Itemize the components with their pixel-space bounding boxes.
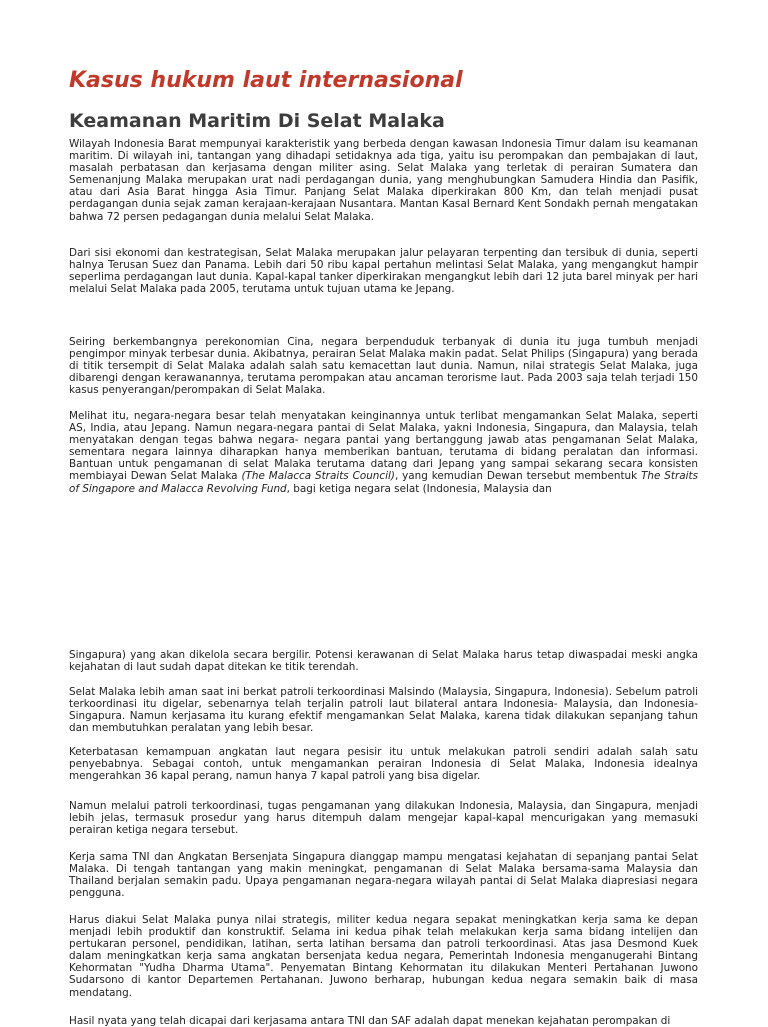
paragraph-2: Dari sisi ekonomi dan kestrategisan, Selat Malaka merupakan jalur pelayaran terpenting dan tersibuk di dunia, seperti halnya Terusan Suez dan Panama. Lebih dari 50 ribu kapal pertahun melintasi Selat Malaka, yang mengangkut hampir seperlima perdagangan laut dunia. Kapal-kapal tanker diperkirakan mengangkut lebih dari 12 juta barel minyak per hari melalui Selat Malaka pada 2005, terutama untuk tujuan utama ke Jepang. <box>69 247 698 296</box>
paragraph-4-text-1: Melihat itu, negara-negara besar telah menyatakan keinginannya untuk terlibat mengamankan Selat Malaka, seperti AS, India, atau Jepang. Namun negara-negara pantai di Selat Malaka, yakni Indonesia, Singapura, dan Malaysia, telah menyatakan dengan tegas bahwa negara- negara pantai yang bertanggung jawab atas pengamanan Selat Malaka, sementara negara lainnya diharapkan hanya memberikan bantuan, terutama di bidang peralatan dan informasi. Bantuan untuk pengamanan di selat Malaka terutama datang dari Jepang yang sampai sekarang secara konsisten membiayai Dewan Selat Malaka <box>69 410 698 483</box>
paragraph-4 <box>69 410 698 495</box>
paragraph-9: Kerja sama TNI dan Angkatan Bersenjata Singapura dianggap mampu mengatasi kejahatan di sepanjang pantai Selat Malaka. Di tengah tantangan yang makin meningkat, pengamanan di Selat Malaka bersama-sama Malaysia dan Thailand berjalan semakin padu. Upaya pengamanan negara-negara wilayah pantai di Selat Malaka diapresiasi negara pengguna. <box>69 851 698 900</box>
paragraph-7: Keterbatasan kemampuan angkatan laut negara pesisir itu untuk melakukan patroli sendiri adalah salah satu penyebabnya. Sebagai contoh, untuk mengamankan perairan Indonesia di Selat Malaka, Indonesia idealnya mengerahkan 36 kapal perang, namun hanya 7 kapal patroli yang bisa digelar. <box>69 746 698 783</box>
paragraph-5: Singapura) yang akan dikelola secara bergilir. Potensi kerawanan di Selat Malaka harus tetap diwaspadai meski angka kejahatan di laut sudah dapat ditekan ke titik terendah. <box>69 649 698 674</box>
paragraph-6: Selat Malaka lebih aman saat ini berkat patroli terkoordinasi Malsindo (Malaysia, Singapura, Indonesia). Sebelum patroli terkoordinasi itu digelar, sebenarnya telah terjalin patroli laut bilateral antara Indonesia- Malaysia, dan Indonesia- Singapura. Namun kerjasama itu kurang efektif mengamankan Selat Malaka, karena tidak dilakukan sepanjang tahun dan membutuhkan peralatan yang lebih besar. <box>69 686 698 735</box>
paragraph-3: Seiring berkembangnya perekonomian Cina, negara berpenduduk terbanyak di dunia itu juga tumbuh menjadi pengimpor minyak terbesar dunia. Akibatnya, perairan Selat Malaka makin padat. Selat Philips (Singapura) yang berada di titik tersempit di Selat Malaka adalah salah satu kemacettan laut dunia. Namun, nilai strategis Selat Malaka, juga dibarengi dengan kerawanannya, terutama perompakan atau ancaman terorisme laut. Pada 2003 saja telah terjadi 150 kasus penyerangan/perompakan di Selat Malaka. <box>69 336 698 397</box>
document-title: Kasus hukum laut internasional <box>69 68 463 93</box>
paragraph-8: Namun melalui patroli terkoordinasi, tugas pengamanan yang dilakukan Indonesia, Malaysia, dan Singapura, menjadi lebih jelas, termasuk prosedur yang harus ditempuh dalam mengejar kapal-kapal mencurigakan yang memasuki perairan ketiga negara tersebut. <box>69 800 698 837</box>
paragraph-4-text-2: , yang kemudian Dewan tersebut membentuk <box>394 470 638 483</box>
paragraph-4-italic-1: (The Malacca Straits Council) <box>241 470 395 483</box>
paragraph-1: Wilayah Indonesia Barat mempunyai karakteristik yang berbeda dengan kawasan Indonesia Timur dalam isu keamanan maritim. Di wilayah ini, tantangan yang dihadapi setidaknya ada tiga, yaitu isu perompakan dan pembajakan di laut, masalah perbatasan dan kerjasama dengan militer asing. Selat Malaka yang terletak di perairan Sumatera dan Semenanjung Malaka merupakan urat nadi perdagangan dunia, yang menghubungkan Samudera Hindia dan Pasifik, atau dari Asia Barat hingga Asia Timur. Panjang Selat Malaka diperkirakan 800 Km, dan telah menjadi pusat perdagangan dunia sejak zaman kerajaan-kerajaan Nusantara. Mantan Kasal Bernard Kent Sondakh pernah mengatakan bahwa 72 persen pedagangan dunia melalui Selat Malaka. <box>69 138 698 223</box>
paragraph-10: Harus diakui Selat Malaka punya nilai strategis, militer kedua negara sepakat meningkatkan kerja sama ke depan menjadi lebih produktif dan konstruktif. Selama ini kedua pihak telah melakukan kerja sama bidang intelijen dan pertukaran personel, pendidikan, latihan, serta latihan bersama dan patroli terkoordinasi. Atas jasa Desmond Kuek dalam meningkatkan kerja sama angkatan bersenjata kedua negara, Pemerintah Indonesia menganugerahi Bintang Kehormatan "Yudha Dharma Utama". Penyematan Bintang Kehormatan itu dilakukan Menteri Pertahanan Juwono Sudarsono di kantor Departemen Pertahanan. Juwono berharap, hubungan kedua negara semakin baik di masa mendatang. <box>69 914 698 999</box>
paragraph-11: Hasil nyata yang telah dicapai dari kerjasama antara TNI dan SAF adalah dapat menekan kejahatan perompakan di <box>69 1015 671 1027</box>
document-subtitle: Keamanan Maritim Di Selat Malaka <box>69 110 445 132</box>
paragraph-4-italic-2: The Straits of Singapore and Malacca Revolving Fund <box>69 470 698 495</box>
paragraph-4-text-3: , bagi ketiga negara selat (Indonesia, Malaysia dan <box>286 482 552 495</box>
